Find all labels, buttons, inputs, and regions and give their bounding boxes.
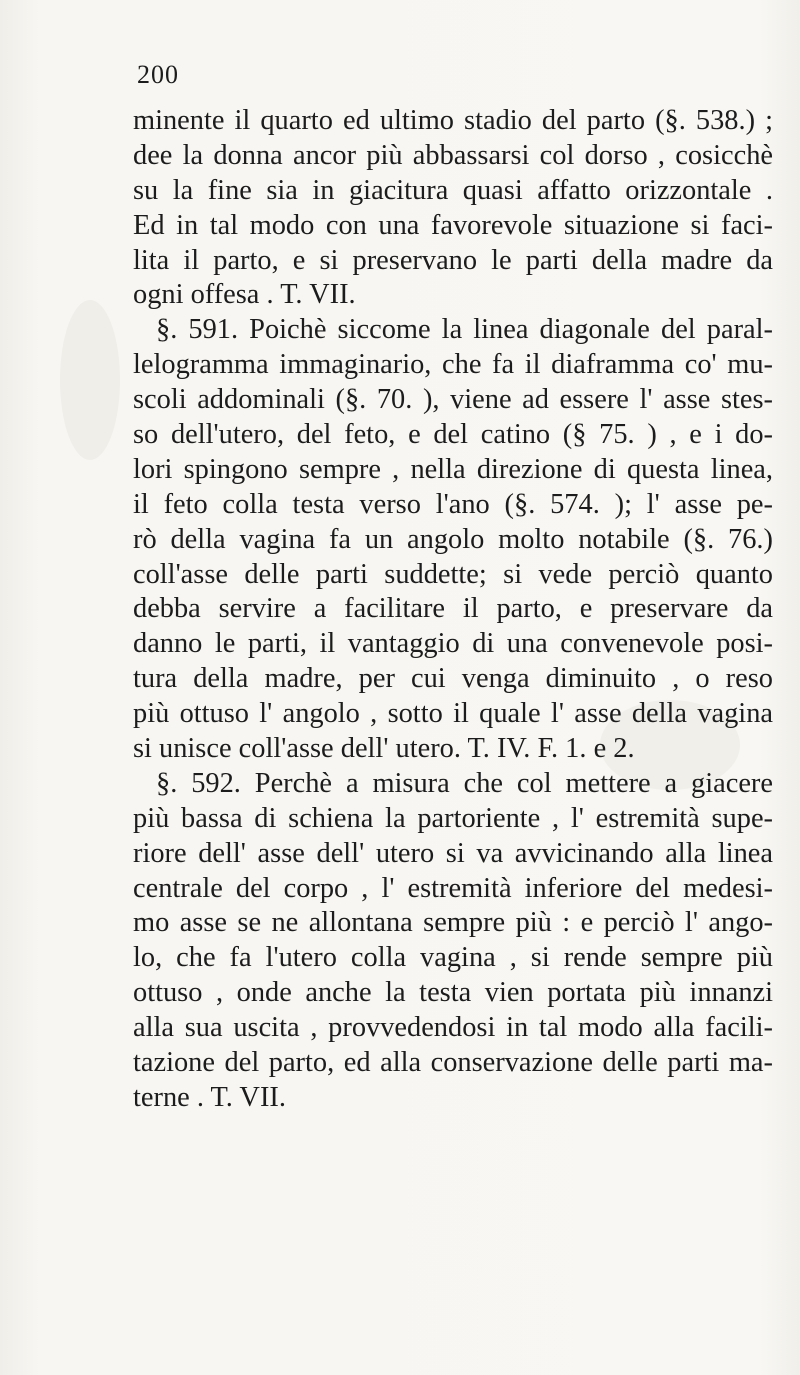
- text-line: centrale del corpo , l' estremità inferiore del medesi-: [133, 872, 773, 904]
- text-line: scoli addominali (§. 70. ), viene ad essere l' asse stes-: [133, 384, 773, 416]
- text-line: rò della vagina fa un angolo molto notabile (§. 76.): [133, 523, 773, 555]
- text-line: §. 591. Poichè siccome la linea diagonale del paral-: [156, 314, 773, 346]
- text-line: lo, che fa l'utero colla vagina , si rende sempre più: [133, 942, 773, 974]
- text-line: dee la donna ancor più abbassarsi col dorso , cosicchè: [133, 139, 773, 171]
- page-number: 200: [137, 60, 179, 89]
- text-line: lelogramma immaginario, che fa il diaframma co' mu-: [133, 349, 773, 381]
- text-line: più bassa di schiena la partoriente , l' estremità supe-: [133, 802, 773, 834]
- text-line: più ottuso l' angolo , sotto il quale l' asse della vagina: [133, 698, 773, 730]
- text-line: su la fine sia in giacitura quasi affatto orizzontale .: [133, 174, 773, 206]
- text-line: tura della madre, per cui venga diminuito , o reso: [133, 663, 773, 695]
- text-line: lori spingono sempre , nella direzione di questa linea,: [133, 453, 773, 485]
- text-line: ottuso , onde anche la testa vien portata più innanzi: [133, 977, 773, 1009]
- text-line: tazione del parto, ed alla conservazione delle parti ma-: [133, 1047, 773, 1079]
- text-line: ogni offesa . T. VII.: [133, 279, 356, 311]
- text-line: alla sua uscita , provvedendosi in tal modo alla facili-: [133, 1012, 773, 1044]
- text-line: so dell'utero, del feto, e del catino (§ 75. ) , e i do-: [133, 419, 773, 451]
- text-line: Ed in tal modo con una favorevole situazione si faci-: [133, 209, 773, 241]
- text-line: il feto colla testa verso l'ano (§. 574. ); l' asse pe-: [133, 488, 773, 520]
- text-line: lita il parto, e si preservano le parti della madre da: [133, 244, 773, 276]
- text-line: si unisce coll'asse dell' utero. T. IV. F. 1. e 2.: [133, 733, 635, 765]
- text-line: riore dell' asse dell' utero si va avvicinando alla linea: [133, 837, 773, 869]
- text-line: coll'asse delle parti suddette; si vede perciò quanto: [133, 558, 773, 590]
- text-line: danno le parti, il vantaggio di una convenevole posi-: [133, 628, 773, 660]
- text-line: §. 592. Perchè a misura che col mettere a giacere: [156, 767, 773, 799]
- body-text: [133, 104, 773, 1116]
- text-line: minente il quarto ed ultimo stadio del parto (§. 538.) ;: [133, 105, 773, 136]
- text-line: mo asse se ne allontana sempre più : e perciò l' ango-: [133, 907, 773, 939]
- text-line: debba servire a facilitare il parto, e preservare da: [133, 593, 773, 625]
- text-line: terne . T. VII.: [133, 1081, 286, 1113]
- paper-stain: [60, 300, 120, 460]
